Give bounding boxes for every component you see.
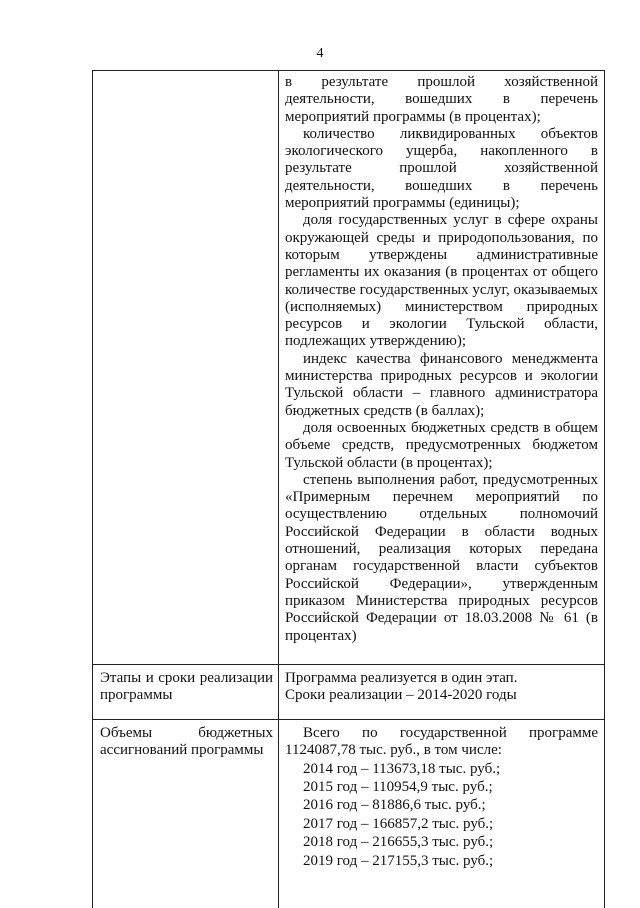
indicator-item: в результате прошлой хозяйственной деятельности, вошедших в перечень мероприятий программы (в процентах);: [285, 74, 598, 125]
indicator-item: степень выполнения работ, предусмотренных «Примерным перечнем мероприятий по осуществлению отдельных полномочий Российской Федерации в области водных отношений, реализация которых передана органам государственной власти субъектов Российской Федерации», утвержденным приказом Министерства природных ресурсов Российской Федерации от 18.03.2008 № 61 (в процентах): [285, 471, 598, 644]
budget-cell: [279, 720, 604, 908]
passport-table: [92, 70, 605, 908]
budget-label: Объемы бюджетных ассигнований программы: [100, 725, 273, 759]
budget-years-list: [285, 760, 598, 870]
budget-year-item: 2014 год – 113673,18 тыс. руб.;: [303, 760, 501, 777]
row-label: [93, 665, 279, 719]
stages-cell: [279, 665, 604, 719]
stages-line: Сроки реализации – 2014-2020 годы: [285, 687, 517, 704]
page-number: 4: [316, 46, 324, 61]
table-row: [93, 665, 604, 720]
budget-intro: Всего по государственной программе 1124087,78 тыс. руб., в том числе:: [285, 725, 598, 759]
indicator-item: доля освоенных бюджетных средств в общем объеме средств, предусмотренных бюджетом Тульской области (в процентах);: [285, 419, 598, 471]
stages-label: Этапы и сроки реализации программы: [100, 670, 273, 704]
row-label: [93, 720, 279, 908]
row-label: [93, 71, 279, 664]
table-row: [93, 71, 604, 665]
table-row: [93, 720, 604, 908]
indicator-item: индекс качества финансового менеджмента министерства природных ресурсов и экологии Тульской области – главного администратора бюджетных средств (в баллах);: [285, 350, 598, 419]
indicators-cell: [279, 71, 604, 664]
budget-year-item: 2015 год – 110954,9 тыс. руб.;: [303, 779, 493, 795]
indicator-item: доля государственных услуг в сфере охраны окружающей среды и природопользования, по которым утверждены административные регламенты их оказания (в процентах от общего количестве государственных услуг, оказываемых (исполняемых) министерством природных ресурсов и экологии Тульской области, подлежащих утверждению);: [285, 212, 598, 350]
budget-year-item: 2019 год – 217155,3 тыс. руб.;: [303, 852, 494, 869]
budget-year-item: 2018 год – 216655,3 тыс. руб.;: [303, 834, 494, 851]
indicator-item: количество ликвидированных объектов экологического ущерба, накопленного в результате прошлой хозяйственной деятельности, вошедших в перечень мероприятий программы (единицы);: [285, 125, 598, 212]
budget-year-item: 2017 год – 166857,2 тыс. руб.;: [303, 815, 494, 832]
stages-line: Программа реализуется в один этап.: [285, 670, 518, 686]
budget-year-item: 2016 год – 81886,6 тыс. руб.;: [303, 797, 486, 814]
